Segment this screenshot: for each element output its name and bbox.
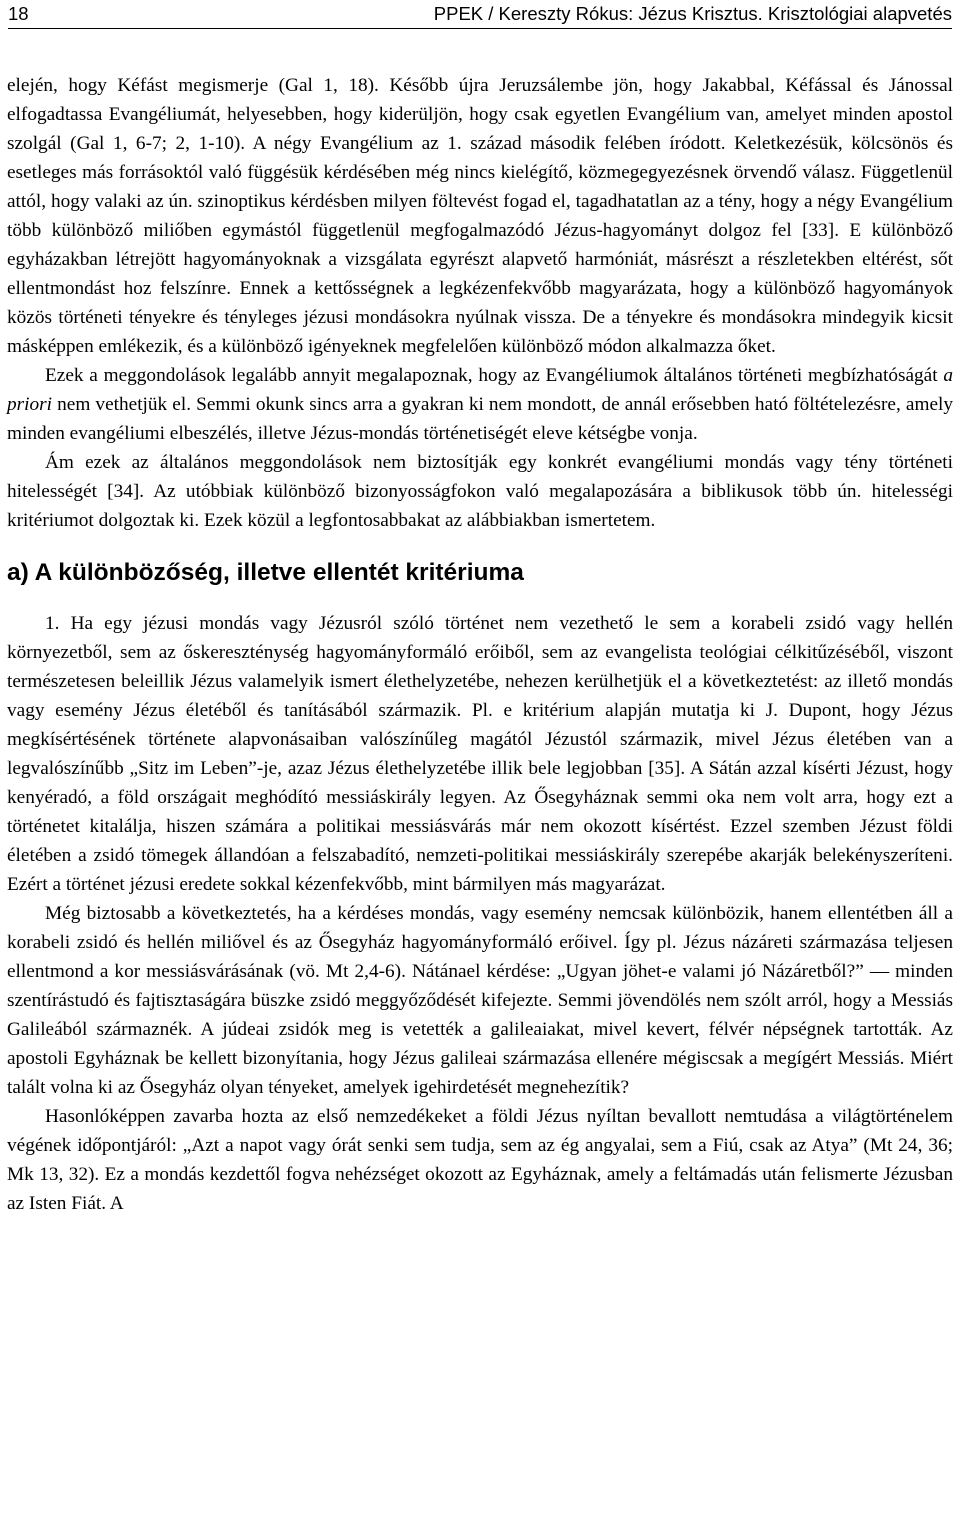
section-heading: a) A különbözőség, illetve ellentét kritériuma xyxy=(7,559,524,586)
paragraph: 1. Ha egy jézusi mondás vagy Jézusról szóló történet nem vezethető le sem a korabeli zsidó vagy hellén környezetből, sem az őskereszténység hagyományformáló erőiből, sem az evangelista teológiai célkitűzéséből, viszont természetesen beleillik Jézus valamelyik ismert élethelyzetébe, nehezen kerülhetjük el a következtetést: az illető mondás vagy esemény Jézus életéből és tanításából származik. Pl. e kritérium alapján mutatja ki J. Dupont, hogy Jézus megkísértésének története alapvonásaiban valószínűleg magától Jézustól származik, mivel Jézus életében van a legvalószínűbb „Sitz im Leben”-je, azaz Jézus élethelyzetébe illik bele legjobban [35]. A Sátán azzal kísérti Jézust, hogy kenyéradó, a föld országait meghódító messiáskirály legyen. Az Ősegyháznak semmi oka nem volt arra, hogy ezt a történetet kitalálja, hiszen számára a politikai messiásvárás már nem okozott kísértést. Ezzel szemben Jézust földi életében a zsidó tömegek állandóan a felszabadító, nemzeti-politikai messiáskirály szerepébe akarják belekényszeríteni. Ezért a történet jézusi eredete sokkal kézenfekvőbb, mint bármilyen más magyarázat. xyxy=(7,613,953,895)
paragraph: Ám ezek az általános meggondolások nem biztosítják egy konkrét evangéliumi mondás vagy tény történeti hitelességét [34]. Az utóbbiak különböző bizonyosságfokon való megalapozására a biblikusok több ún. hitelességi kritériumot dolgoztak ki. Ezek közül a legfontosabbakat az alábbiakban ismertetem. xyxy=(7,452,953,531)
paragraph-text: Ezek a meggondolások legalább annyit megalapoznak, hogy az Evangéliumok általános történeti megbízhatóságát xyxy=(45,365,944,386)
body-text xyxy=(7,71,953,1218)
paragraph: Hasonlóképpen zavarba hozta az első nemzedékeket a földi Jézus nyíltan bevallott nemtudása a világtörténelem végének időpontjáról: „Azt a napot vagy órát senki sem tudja, sem az ég angyalai, sem a Fiú, csak az Atya” (Mt 24, 36; Mk 13, 32). Ez a mondás kezdettől fogva nehézséget okozott az Egyháznak, amely a feltámadás után felismerte Jézusban az Isten Fiát. A xyxy=(7,1106,953,1214)
paragraph-text: nem vethetjük el. Semmi okunk sincs arra a gyakran ki nem mondott, de annál erősebben ható föltételezésre, amely minden evangéliumi elbeszélés, illetve Jézus-mondás történetiségét eleve kétségbe vonja. xyxy=(7,394,953,444)
paragraph xyxy=(7,361,953,448)
paragraph: Még biztosabb a következtetés, ha a kérdéses mondás, vagy esemény nemcsak különbözik, hanem ellentétben áll a korabeli zsidó és hellén miliővel és az Ősegyház hagyományformáló erőivel. Így pl. Jézus názáreti származása teljesen ellentmond a kor messiásvárásának (vö. Mt 2,4-6). Nátánael kérdése: „Ugyan jöhet-e valami jó Názáretből?” — minden szentírástudó és fajtisztaságára büszke zsidó meggyőződését kifejezte. Semmi jövendölés nem szólt arról, hogy a Messiás Galileából származnék. A júdeai zsidók meg is vetették a galileaiakat, mivel kevert, félvér népségnek tartották. Az apostoli Egyháznak be kellett bizonyítania, hogy Jézus galileai származása ellenére mégiscsak a megígért Messiás. Miért talált volna ki az Ősegyház olyan tényeket, amelyek igehirdetését megnehezítik? xyxy=(7,903,953,1098)
running-header xyxy=(8,2,952,29)
page-number: 18 xyxy=(8,3,29,24)
paragraph: elején, hogy Kéfást megismerje (Gal 1, 18). Később újra Jeruzsálembe jön, hogy Jakabbal, Kéfással és Jánossal elfogadtassa Evangéliumát, helyesebben, hogy kiderüljön, hogy csak egyetlen Evangélium van, amelyet minden apostol szolgál (Gal 1, 6-7; 2, 1-10). A négy Evangélium az 1. század második felében íródott. Keletkezésük, kölcsönös és esetleges más forrásoktól való függésük kérdésében még nincs kielégítő, közmegegyezésnek örvendő válasz. Függetlenül attól, hogy valaki az ún. szinoptikus kérdésben milyen föltevést fogad el, tagadhatatlan az a tény, hogy a négy Evangélium több különböző miliőben egymástól függetlenül megfogalmazódó Jézus-hagyományt dolgoz fel [33]. E különböző egyházakban létrejött hagyományoknak a vizsgálata egyrészt alapvető harmóniát, másrészt a részletekben eltérést, sőt ellentmondást hoz felszínre. Ennek a kettősségnek a legkézenfekvőbb magyarázata, hogy a különböző hagyományok közös történeti tényekre és tényleges jézusi mondásokra nyúlnak vissza. De a tényekre és mondásokra mindegyik kicsit másképpen emlékezik, és a különböző igényeknek megfelelően különböző módon alkalmazza őket. xyxy=(7,75,953,357)
italic-phrase: a priori xyxy=(7,365,953,415)
running-title: PPEK / Kereszty Rókus: Jézus Krisztus. Krisztológiai alapvetés xyxy=(433,3,952,24)
